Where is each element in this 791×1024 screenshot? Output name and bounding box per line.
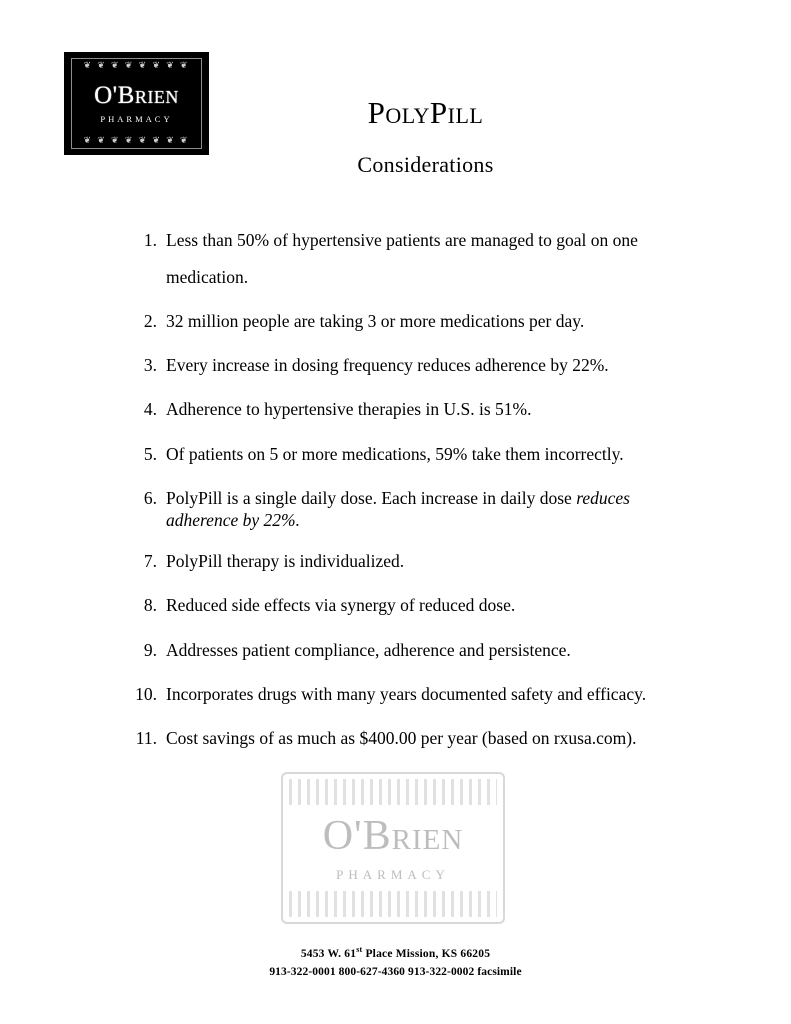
watermark-name: O'Brien xyxy=(322,812,464,859)
list-item xyxy=(132,594,692,616)
list-item xyxy=(132,222,692,296)
list-item xyxy=(132,550,692,572)
logo-tagline: PHARMACY xyxy=(100,114,173,124)
document-footer xyxy=(0,944,791,981)
list-item-text: PolyPill therapy is individualized. xyxy=(166,550,405,571)
list-item-number: 1. xyxy=(143,230,157,250)
list-item xyxy=(132,398,692,420)
list-item-text: Of patients on 5 or more medications, 59% take them incorrectly. xyxy=(166,443,624,464)
footer-address-ordinal: st xyxy=(356,945,363,954)
list-item xyxy=(132,443,692,465)
footer-address xyxy=(0,944,791,964)
footer-address-post: Place Mission, KS 66205 xyxy=(362,947,491,960)
list-item-number: 2. xyxy=(143,310,157,331)
list-item-number: 4. xyxy=(143,399,157,420)
watermark-tagline: PHARMACY xyxy=(336,866,450,882)
list-item-number: 5. xyxy=(143,443,157,464)
list-item-number: 11. xyxy=(135,728,157,749)
list-item-number: 7. xyxy=(143,550,157,571)
footer-phones: 913-322-0001 800-627-4360 913-322-0002 facsimile xyxy=(269,965,522,978)
list-item-text: Cost savings of as much as $400.00 per year (based on rxusa.com). xyxy=(166,728,637,749)
list-item-number: 3. xyxy=(143,354,157,375)
logo-name: O'Brien xyxy=(94,82,179,109)
list-item xyxy=(132,639,692,661)
list-item-text: Incorporates drugs with many years documented safety and efficacy. xyxy=(166,684,647,705)
list-item-number: 6. xyxy=(143,488,157,509)
list-item-text: Adherence to hypertensive therapies in U.S. is 51%. xyxy=(166,399,532,420)
list-item-number: 10. xyxy=(135,684,157,705)
logo-ornament-top: ❦ ❦ ❦ ❦ ❦ ❦ ❦ ❦ xyxy=(83,60,190,70)
list-item xyxy=(132,683,692,705)
list-item-text xyxy=(166,487,692,532)
logo-ornament-bottom: ❦ ❦ ❦ ❦ ❦ ❦ ❦ ❦ xyxy=(83,135,190,145)
considerations-list xyxy=(132,222,692,772)
obrien-pharmacy-watermark xyxy=(273,766,513,931)
list-item xyxy=(132,310,692,332)
list-item-text-emphasis: reduces adherence by 22%. xyxy=(166,488,630,531)
footer-address-pre: 5453 W. 61 xyxy=(300,947,357,960)
list-item xyxy=(132,354,692,376)
page-subtitle: Considerations xyxy=(357,152,494,177)
list-item-text: Every increase in dosing frequency reduces adherence by 22%. xyxy=(166,354,609,375)
list-item-text-plain: PolyPill is a single daily dose. Each increase in daily dose xyxy=(166,488,577,509)
list-item-text: Reduced side effects via synergy of reduced dose. xyxy=(166,595,516,616)
document-header xyxy=(0,52,791,182)
list-item-number: 8. xyxy=(143,595,157,616)
list-item xyxy=(132,487,692,532)
list-item-text: 32 million people are taking 3 or more medications per day. xyxy=(166,310,585,331)
list-item-text: Less than 50% of hypertensive patients are managed to goal on one medication. xyxy=(166,230,638,287)
list-item xyxy=(132,727,692,749)
page-title: PolyPill xyxy=(367,95,484,130)
list-item-text: Addresses patient compliance, adherence and persistence. xyxy=(166,639,571,660)
list-item-number: 9. xyxy=(143,639,157,660)
